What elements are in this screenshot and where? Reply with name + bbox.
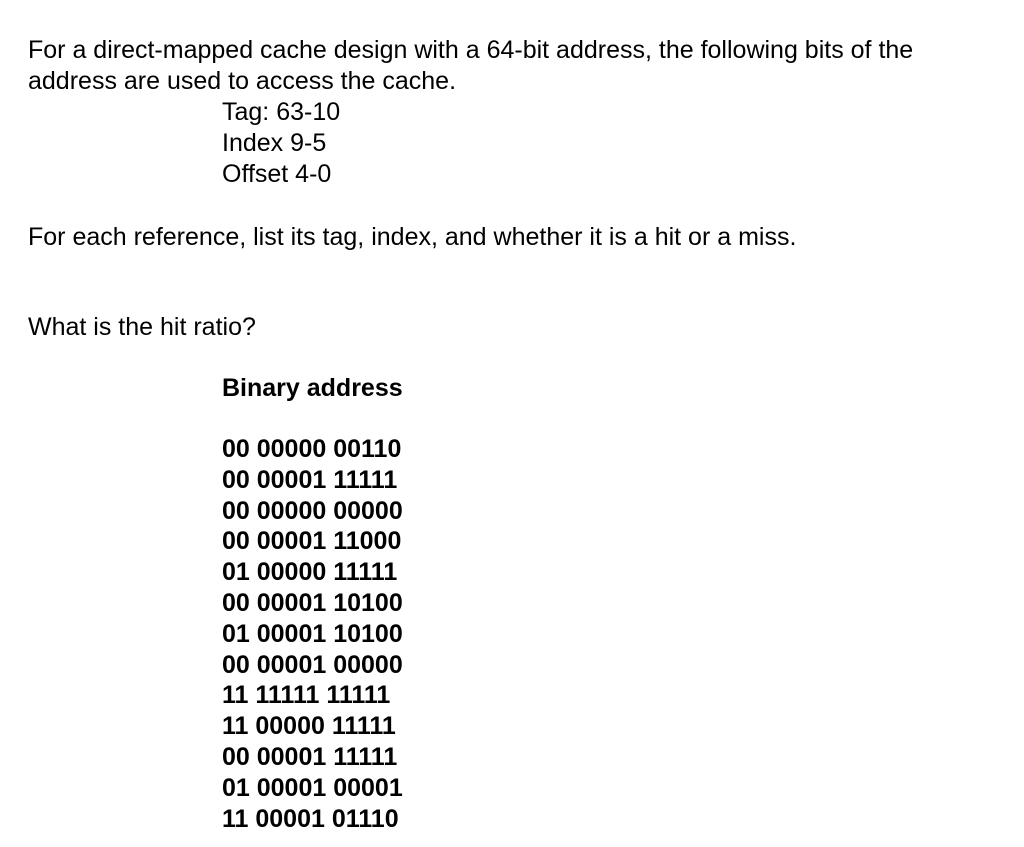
bit-field-list bbox=[222, 97, 340, 190]
binary-address-item: 11 00001 01110 bbox=[222, 804, 399, 833]
task-paragraph: For each reference, list its tag, index, and whether it is a hit or a miss. bbox=[28, 223, 797, 251]
binary-address-item: 01 00001 10100 bbox=[222, 619, 403, 648]
binary-address-item: 00 00001 10100 bbox=[222, 588, 403, 617]
bit-field-offset: Offset 4-0 bbox=[222, 160, 332, 188]
binary-address-item: 00 00001 00000 bbox=[222, 650, 403, 679]
bit-field-tag: Tag: 63-10 bbox=[222, 98, 341, 126]
binary-address-item: 11 11111 11111 bbox=[222, 681, 391, 710]
bit-field-index: Index 9-5 bbox=[222, 129, 327, 157]
address-list-heading: Binary address bbox=[222, 374, 403, 402]
binary-address-item: 01 00001 00001 bbox=[222, 773, 403, 802]
binary-address-item: 00 00000 00110 bbox=[222, 435, 402, 463]
intro-paragraph: For a direct-mapped cache design with a 64-bit address, the following bits of the address are used to access the cache. bbox=[28, 36, 914, 95]
binary-address-item: 00 00001 11000 bbox=[222, 527, 402, 556]
binary-address-list bbox=[222, 434, 403, 834]
binary-address-item: 01 00000 11111 bbox=[222, 558, 398, 587]
hit-ratio-question: What is the hit ratio? bbox=[28, 313, 256, 341]
binary-address-item: 11 00000 11111 bbox=[222, 712, 396, 741]
binary-address-item: 00 00000 00000 bbox=[222, 496, 403, 525]
binary-address-item: 00 00001 11111 bbox=[222, 742, 398, 771]
binary-address-item: 00 00001 11111 bbox=[222, 465, 398, 494]
